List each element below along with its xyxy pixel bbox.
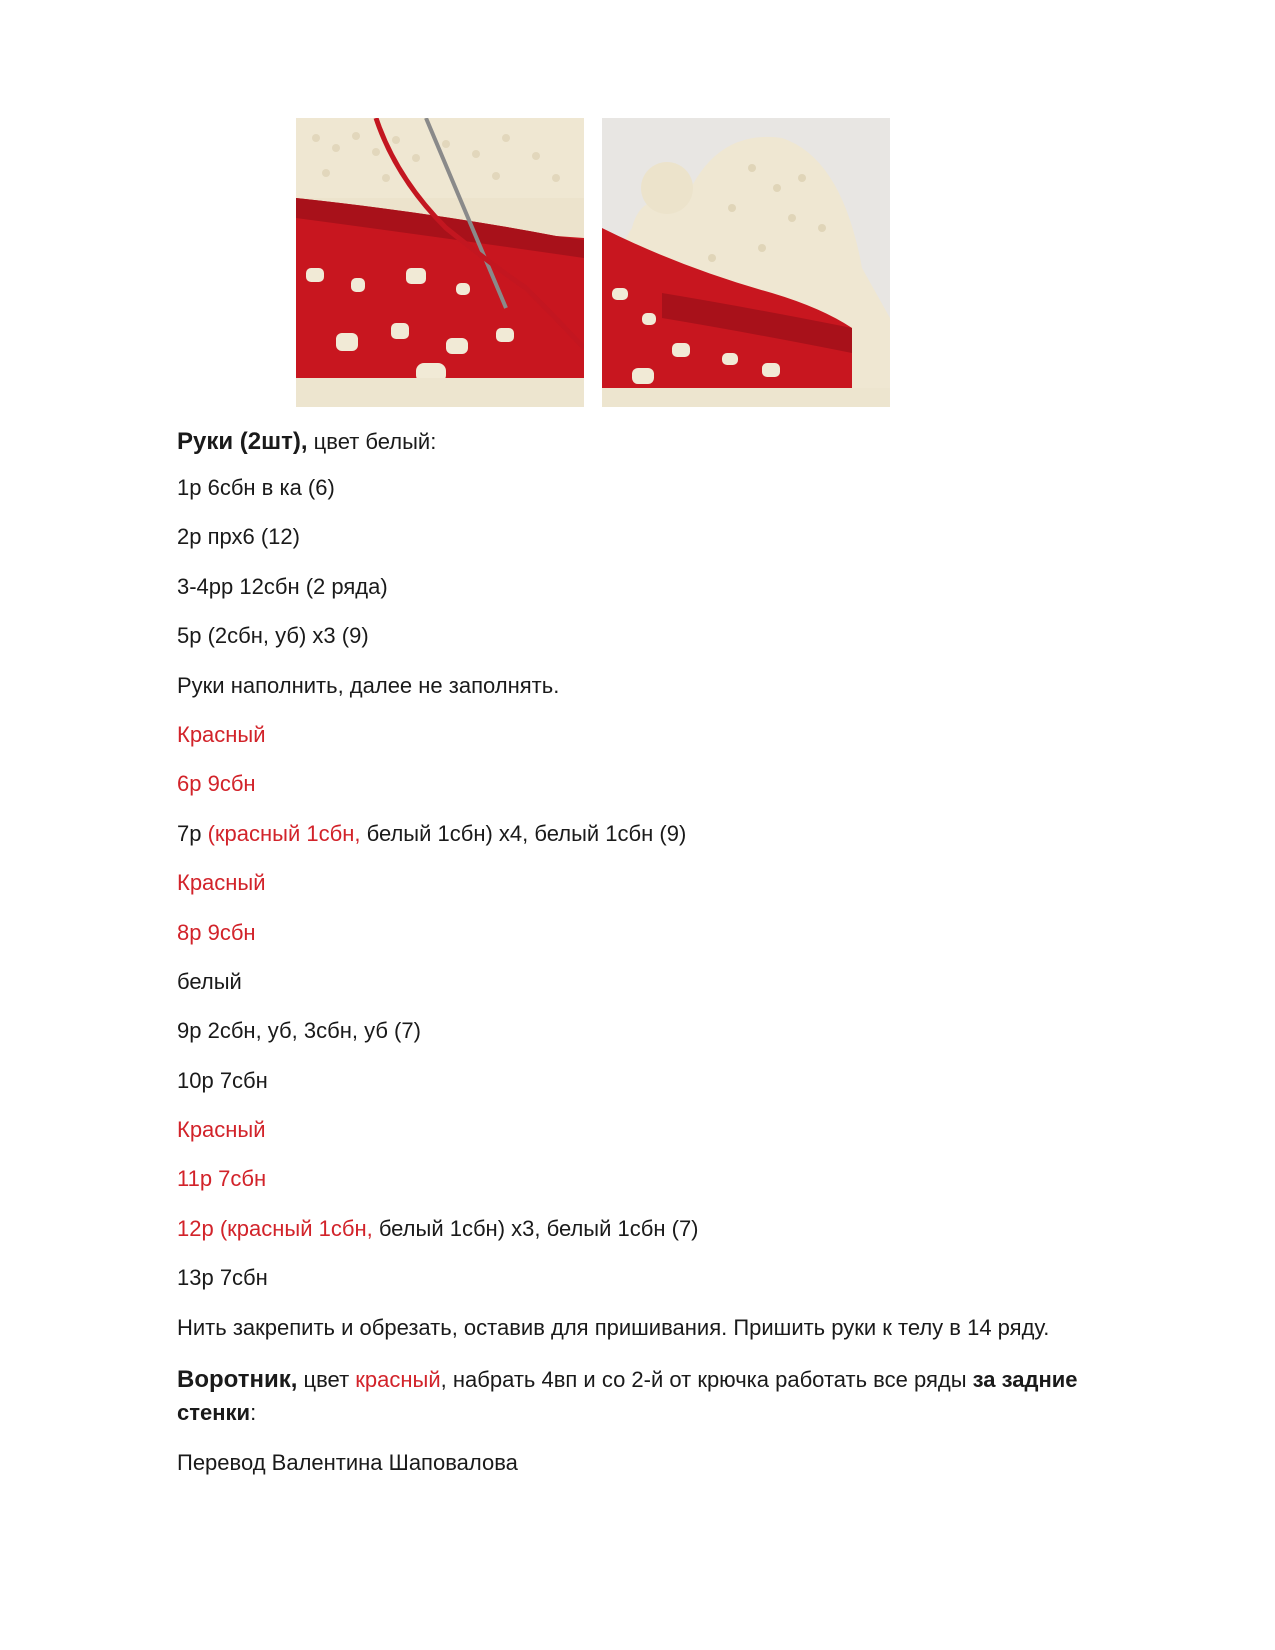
row-line [177, 968, 1117, 996]
row-text-red: 11р 7сбн [177, 1166, 267, 1192]
row-line [177, 1067, 1117, 1095]
arms-heading-line [177, 428, 1117, 456]
row-text: 10р 7сбн [177, 1067, 268, 1093]
row-text-red: 12р (красный 1сбн, [177, 1215, 373, 1241]
row-line [177, 820, 1117, 848]
translator-credit [177, 1449, 1117, 1477]
row-line [177, 1264, 1117, 1292]
row-text-red: 6р 9сбн [177, 771, 256, 797]
row-text: 1р 6сбн в ка (6) [177, 475, 335, 500]
collar-text: цвет [297, 1367, 356, 1393]
row-text-red: 8р 9сбн [177, 919, 256, 945]
row-text: 3-4рр 12сбн (2 ряда) [177, 573, 388, 599]
pattern-text [177, 428, 1117, 1498]
row-line [177, 721, 1117, 749]
color-change-red: Красный [177, 870, 266, 896]
row-line [177, 919, 1117, 947]
row-text: 13р 7сбн [177, 1265, 268, 1291]
color-change-red: Красный [177, 1117, 266, 1143]
row-line [177, 573, 1117, 601]
arms-heading: Руки (2шт), [177, 428, 308, 455]
row-text: 7р [177, 820, 208, 846]
collar-heading: Воротник, [177, 1366, 298, 1394]
finishing-instruction: Нить закрепить и обрезать, оставив для пришивания. Пришить руки к телу в 14 ряду. [177, 1314, 1050, 1340]
row-line [177, 622, 1117, 650]
row-line [177, 1314, 1117, 1342]
row-text: Руки наполнить, далее не заполнять. [177, 672, 560, 698]
row-line [177, 770, 1117, 798]
row-text: 9р 2сбн, уб, 3сбн, уб (7) [177, 1018, 421, 1044]
translator-text: Перевод Валентина Шаповалова [177, 1450, 518, 1476]
collar-paragraph [177, 1363, 1117, 1429]
photo-needle-embroidery [296, 118, 584, 407]
collar-text: , набрать 4вп и со 2-й от крючка работать все ряды [440, 1367, 973, 1393]
row-text: 2р прх6 (12) [177, 524, 300, 550]
arms-color-note: цвет белый: [307, 429, 437, 454]
photo-finished-piece [602, 118, 890, 407]
collar-text: : [250, 1400, 257, 1426]
photo-finished-piece-graphic [602, 118, 890, 407]
collar-color-red: красный [355, 1367, 441, 1393]
row-line [177, 1116, 1117, 1144]
row-text: белый 1сбн) х4, белый 1сбн (9) [360, 820, 687, 846]
row-line [177, 474, 1117, 502]
row-text-red: (красный 1сбн, [207, 820, 361, 846]
row-text: белый 1сбн) х3, белый 1сбн (7) [372, 1215, 699, 1241]
row-line [177, 672, 1117, 700]
photo-row [296, 118, 890, 407]
color-change-white: белый [177, 968, 242, 994]
photo-needle-embroidery-graphic [296, 118, 584, 407]
row-line [177, 1017, 1117, 1045]
collar-back-loops: за задние стенки [177, 1367, 1078, 1426]
row-line [177, 523, 1117, 551]
color-change-red: Красный [177, 721, 266, 747]
row-text: 5р (2сбн, уб) х3 (9) [177, 623, 369, 649]
row-line [177, 1165, 1117, 1193]
row-line [177, 1215, 1117, 1243]
row-line [177, 869, 1117, 897]
